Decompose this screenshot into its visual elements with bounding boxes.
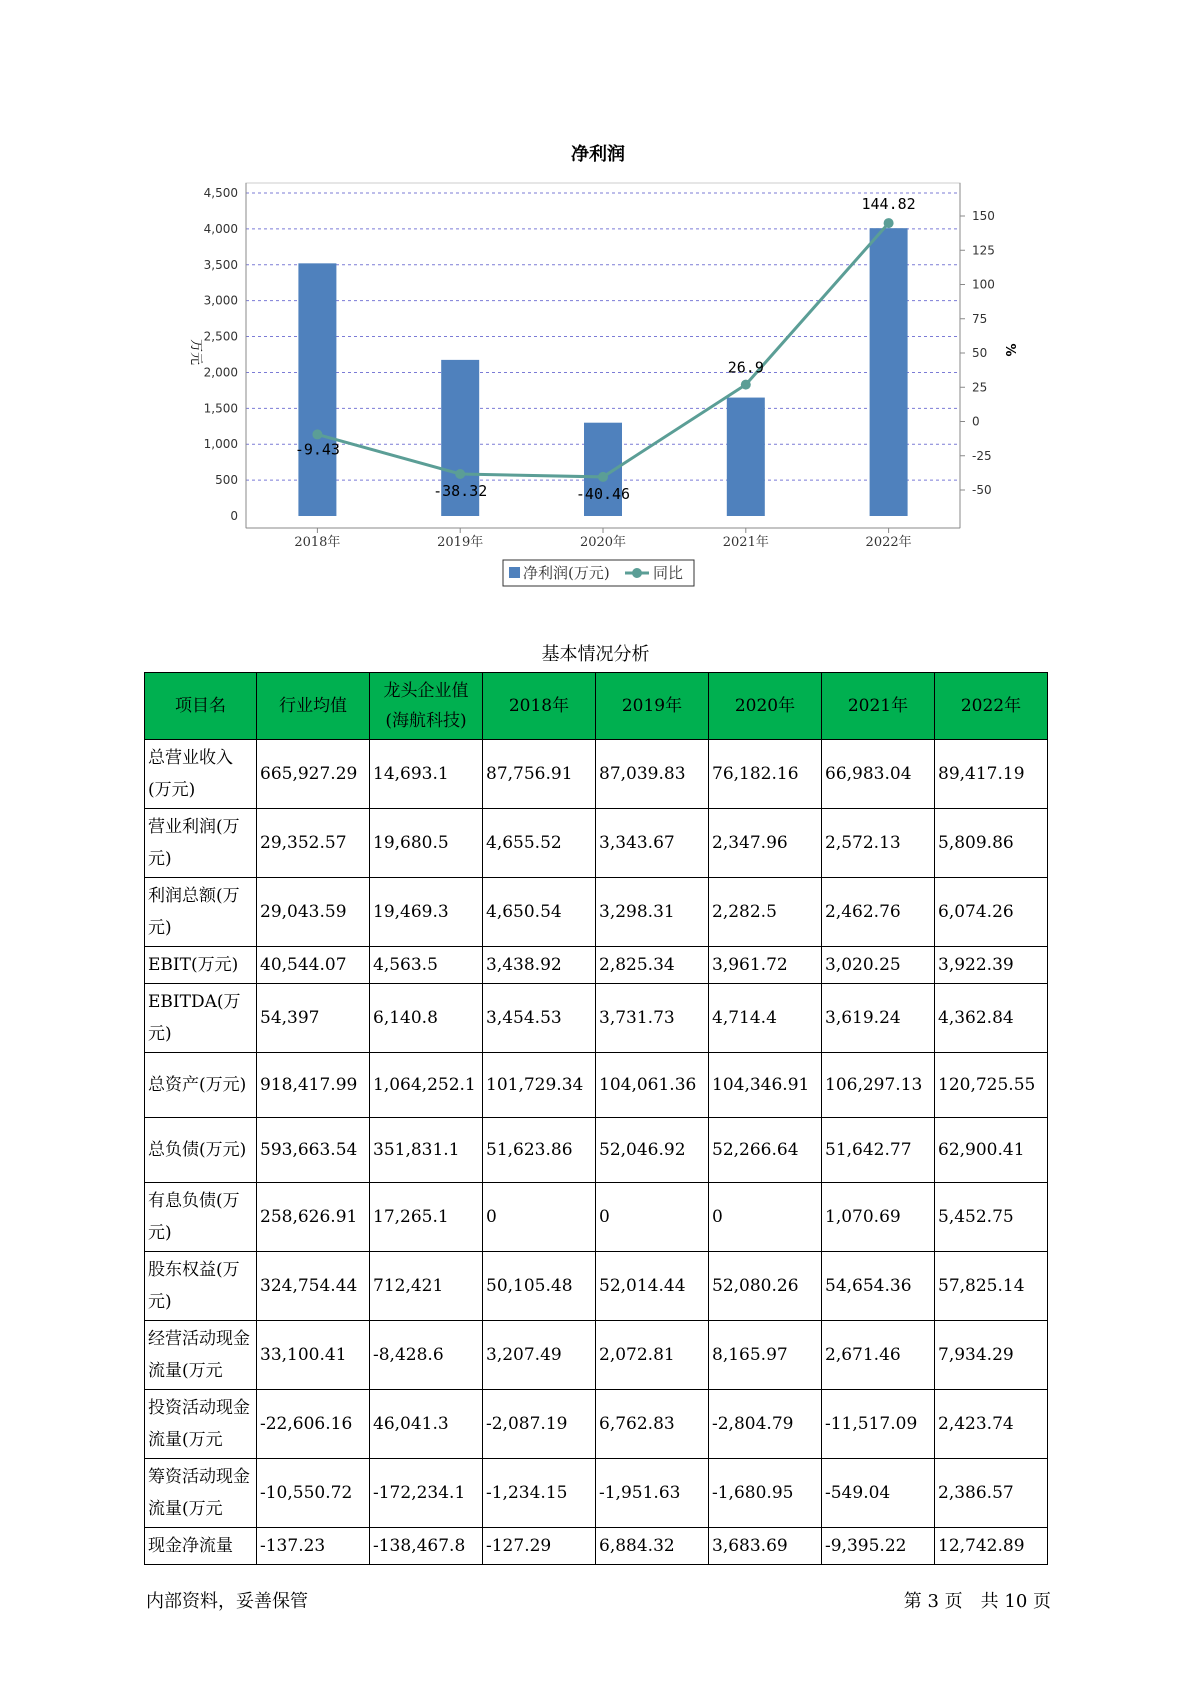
table-cell: 52,266.64 [709, 1118, 822, 1183]
y2-axis-title: % [1002, 343, 1017, 357]
table-row [145, 1321, 1048, 1390]
yoy-point [312, 429, 322, 439]
table-row [145, 1390, 1048, 1459]
table-cell: -137.23 [257, 1528, 370, 1565]
table-cell: 918,417.99 [257, 1053, 370, 1118]
table-cell: 1,070.69 [822, 1183, 935, 1252]
chart-legend [503, 560, 694, 586]
y2-tick-label: 0 [972, 414, 980, 429]
table-row [145, 1053, 1048, 1118]
row-label: 总资产(万元) [145, 1053, 257, 1118]
table-cell: 324,754.44 [257, 1252, 370, 1321]
legend-line-label: 同比 [653, 564, 684, 582]
x-tick-label: 2019年 [437, 535, 484, 550]
y-tick-label: 4,500 [203, 186, 238, 200]
table-header-row [145, 673, 1048, 740]
table-cell: 14,693.1 [370, 740, 483, 809]
table-cell: 3,438.92 [483, 947, 596, 984]
legend-bar-label: 净利润(万元) [523, 564, 610, 582]
table-cell: -2,804.79 [709, 1390, 822, 1459]
table-cell: 52,080.26 [709, 1252, 822, 1321]
row-label: 营业利润(万元) [145, 809, 257, 878]
table-row [145, 809, 1048, 878]
table-cell: 62,900.41 [935, 1118, 1048, 1183]
row-label: 筹资活动现金流量(万元 [145, 1459, 257, 1528]
table-header-cell: 2020年 [709, 673, 822, 740]
table-cell: 104,061.36 [596, 1053, 709, 1118]
table-cell: 104,346.91 [709, 1053, 822, 1118]
basic-analysis-table [144, 672, 1048, 1565]
table-row [145, 947, 1048, 984]
table-header-cell: 2022年 [935, 673, 1048, 740]
table-cell: 52,014.44 [596, 1252, 709, 1321]
table-header-cell: 龙头企业值(海航科技) [370, 673, 483, 740]
table-cell: -2,087.19 [483, 1390, 596, 1459]
table-cell: 4,655.52 [483, 809, 596, 878]
table-cell: 12,742.89 [935, 1528, 1048, 1565]
yoy-point [741, 380, 751, 390]
y-tick-label: 1,500 [203, 401, 238, 416]
bar-net-profit [298, 263, 336, 516]
row-label: 有息负债(万元) [145, 1183, 257, 1252]
legend-bar-swatch [509, 567, 520, 578]
y-tick-label: 0 [230, 509, 238, 523]
table-cell: -172,234.1 [370, 1459, 483, 1528]
y-tick-label: 3,000 [203, 293, 238, 308]
row-label: 利润总额(万元) [145, 878, 257, 947]
y-tick-label: 2,000 [203, 365, 238, 380]
footer-page-number: 第 3 页 共 10 页 [903, 1591, 1051, 1612]
legend-line-marker [632, 568, 642, 578]
table-cell: 101,729.34 [483, 1053, 596, 1118]
table-cell: -138,467.8 [370, 1528, 483, 1565]
y-tick-label: 500 [215, 473, 238, 488]
table-cell: -1,680.95 [709, 1459, 822, 1528]
table-cell: 6,140.8 [370, 984, 483, 1053]
y-tick-label: 4,000 [203, 221, 238, 236]
table-cell: 57,825.14 [935, 1252, 1048, 1321]
table-cell: 3,619.24 [822, 984, 935, 1053]
table-cell: 2,671.46 [822, 1321, 935, 1390]
table-cell: 52,046.92 [596, 1118, 709, 1183]
table-cell: -127.29 [483, 1528, 596, 1565]
y-tick-label: 1,000 [203, 437, 238, 452]
table-cell: 54,654.36 [822, 1252, 935, 1321]
data-label: -38.32 [433, 481, 488, 500]
table-cell: 4,563.5 [370, 947, 483, 984]
table-cell: -22,606.16 [257, 1390, 370, 1459]
table-row [145, 1183, 1048, 1252]
y2-tick-label: 150 [972, 209, 995, 223]
table-cell: 4,714.4 [709, 984, 822, 1053]
y2-tick-label: 25 [972, 380, 988, 395]
x-tick-label: 2020年 [579, 535, 627, 550]
table-cell: 3,961.72 [709, 947, 822, 984]
table-cell: 2,462.76 [822, 878, 935, 947]
table-cell: 2,347.96 [709, 809, 822, 878]
row-label: 总营业收入(万元) [145, 740, 257, 809]
table-row [145, 984, 1048, 1053]
table-cell: 4,362.84 [935, 984, 1048, 1053]
x-tick-label: 2018年 [294, 535, 341, 550]
table-cell: 7,934.29 [935, 1321, 1048, 1390]
table-cell: 6,074.26 [935, 878, 1048, 947]
table-cell: 0 [596, 1183, 709, 1252]
table-cell: 89,417.19 [935, 740, 1048, 809]
table-row [145, 878, 1048, 947]
table-row [145, 740, 1048, 809]
table-cell: -1,234.15 [483, 1459, 596, 1528]
table-cell: -1,951.63 [596, 1459, 709, 1528]
table-cell: 1,064,252.1 [370, 1053, 483, 1118]
table-cell: 6,762.83 [596, 1390, 709, 1459]
table-cell: 3,298.31 [596, 878, 709, 947]
table-cell: -11,517.09 [822, 1390, 935, 1459]
table-cell: 3,683.69 [709, 1528, 822, 1565]
table-cell: 106,297.13 [822, 1053, 935, 1118]
table-header-cell: 行业均值 [257, 673, 370, 740]
table-header-cell: 项目名 [145, 673, 257, 740]
table-cell: -9,395.22 [822, 1528, 935, 1565]
yoy-point [455, 469, 465, 479]
table-header-cell: 2021年 [822, 673, 935, 740]
net-profit-chart [0, 0, 1191, 600]
data-label: 26.9 [727, 358, 764, 377]
chart-svg [0, 0, 1191, 600]
table-cell: 19,680.5 [370, 809, 483, 878]
table-cell: 54,397 [257, 984, 370, 1053]
table-row [145, 1528, 1048, 1565]
bar-net-profit [727, 398, 765, 516]
table-header-cell: 2019年 [596, 673, 709, 740]
table-cell: 5,809.86 [935, 809, 1048, 878]
table-cell: 17,265.1 [370, 1183, 483, 1252]
x-tick-label: 2021年 [722, 535, 769, 550]
table-cell: 2,386.57 [935, 1459, 1048, 1528]
table-cell: 87,756.91 [483, 740, 596, 809]
table-cell: 40,544.07 [257, 947, 370, 984]
table-cell: 46,041.3 [370, 1390, 483, 1459]
table-cell: 4,650.54 [483, 878, 596, 947]
table-cell: 76,182.16 [709, 740, 822, 809]
y2-tick-label: -25 [972, 448, 992, 463]
row-label: 股东权益(万元) [145, 1252, 257, 1321]
y2-tick-label: 125 [972, 243, 995, 258]
table-cell: 712,421 [370, 1252, 483, 1321]
table-cell: 2,423.74 [935, 1390, 1048, 1459]
y2-tick-label: 75 [972, 311, 988, 326]
data-label: -40.46 [575, 484, 631, 503]
table-cell: 2,825.34 [596, 947, 709, 984]
data-label: 144.82 [861, 195, 916, 214]
table-cell: 2,572.13 [822, 809, 935, 878]
y2-tick-label: 100 [972, 277, 995, 292]
yoy-point [884, 218, 894, 228]
table-cell: 5,452.75 [935, 1183, 1048, 1252]
table-cell: 120,725.55 [935, 1053, 1048, 1118]
y2-tick-label: 50 [972, 346, 988, 360]
table-row [145, 1459, 1048, 1528]
x-tick-label: 2022年 [865, 535, 912, 550]
y-axis-title: 万元 [188, 338, 203, 366]
table-cell: 2,072.81 [596, 1321, 709, 1390]
table-row [145, 1118, 1048, 1183]
table-cell: 3,020.25 [822, 947, 935, 984]
table-cell: 19,469.3 [370, 878, 483, 947]
table-cell: 66,983.04 [822, 740, 935, 809]
row-label: EBITDA(万元) [145, 984, 257, 1053]
table-cell: 0 [483, 1183, 596, 1252]
table-cell: 3,454.53 [483, 984, 596, 1053]
table-cell: 3,922.39 [935, 947, 1048, 984]
table-cell: 351,831.1 [370, 1118, 483, 1183]
table-cell: 665,927.29 [257, 740, 370, 809]
table-cell: 3,207.49 [483, 1321, 596, 1390]
table-cell: 50,105.48 [483, 1252, 596, 1321]
y-tick-label: 2,500 [203, 329, 238, 344]
table-cell: 29,043.59 [257, 878, 370, 947]
table-caption: 基本情况分析 [541, 644, 650, 665]
table-cell: 3,343.67 [596, 809, 709, 878]
table-cell: 3,731.73 [596, 984, 709, 1053]
bar-net-profit [870, 228, 908, 516]
y2-tick-label: -50 [972, 483, 992, 497]
yoy-point [598, 472, 608, 482]
table-cell: 87,039.83 [596, 740, 709, 809]
table-cell: 8,165.97 [709, 1321, 822, 1390]
table-cell: 258,626.91 [257, 1183, 370, 1252]
y-tick-label: 3,500 [203, 257, 238, 272]
table-cell: 33,100.41 [257, 1321, 370, 1390]
data-label: -9.43 [294, 440, 340, 459]
row-label: 经营活动现金流量(万元 [145, 1321, 257, 1390]
row-label: 投资活动现金流量(万元 [145, 1390, 257, 1459]
table-cell: 593,663.54 [257, 1118, 370, 1183]
table-cell: 0 [709, 1183, 822, 1252]
table-cell: -549.04 [822, 1459, 935, 1528]
table-cell: 6,884.32 [596, 1528, 709, 1565]
table-header-cell: 2018年 [483, 673, 596, 740]
table-cell: 51,623.86 [483, 1118, 596, 1183]
row-label: 总负债(万元) [145, 1118, 257, 1183]
table-cell: -10,550.72 [257, 1459, 370, 1528]
chart-title: 净利润 [571, 144, 625, 165]
table-cell: 29,352.57 [257, 809, 370, 878]
table-cell: 2,282.5 [709, 878, 822, 947]
table-cell: -8,428.6 [370, 1321, 483, 1390]
footer-confidential-note: 内部资料，妥善保管 [146, 1591, 308, 1612]
row-label: 现金净流量 [145, 1528, 257, 1565]
table-row [145, 1252, 1048, 1321]
row-label: EBIT(万元) [145, 947, 257, 984]
table-cell: 51,642.77 [822, 1118, 935, 1183]
